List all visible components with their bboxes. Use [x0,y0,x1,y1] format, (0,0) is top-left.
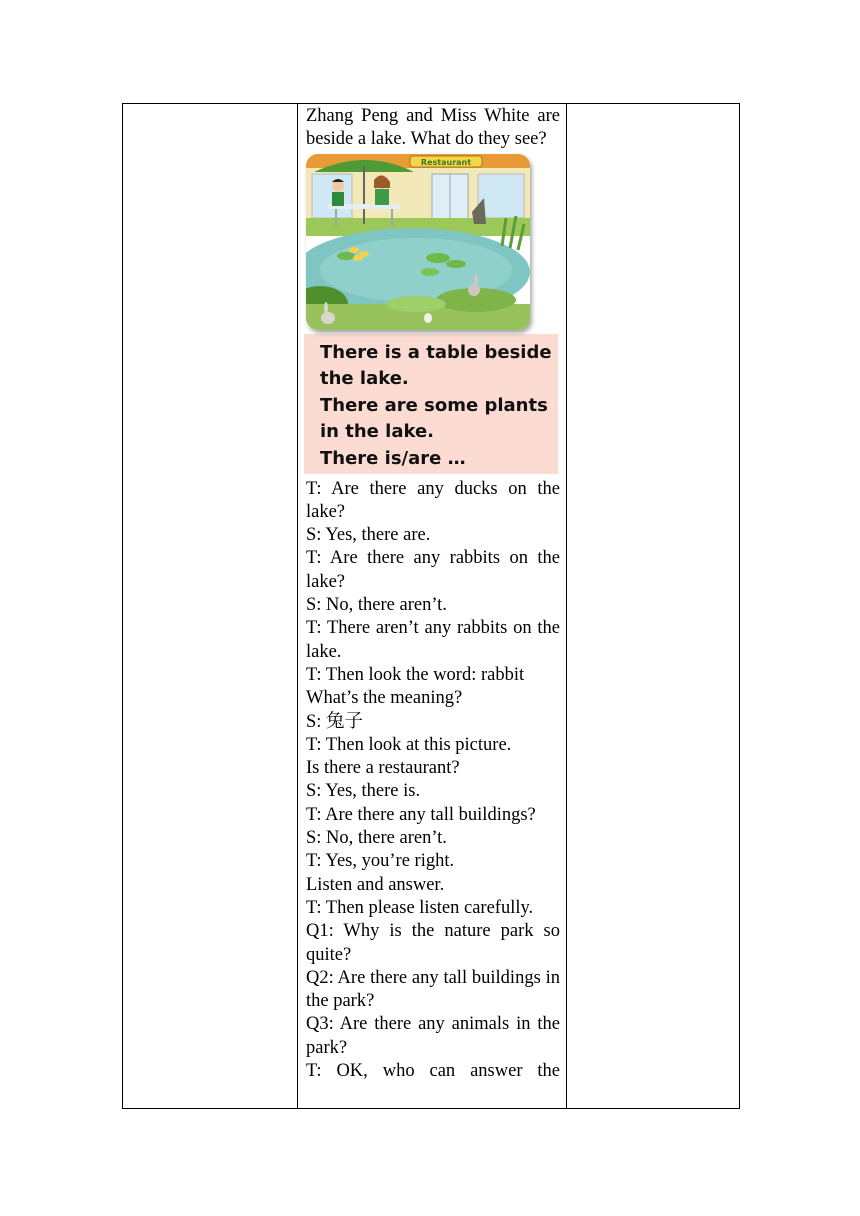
dialogue-line: S: No, there aren’t. [306,595,447,616]
procedure-content [298,104,566,1083]
procedure-cell [298,104,567,1109]
restaurant-sign-text: Restaurant [420,157,472,167]
dialogue-line: T: There aren’t any rabbits on the lake. [306,618,560,662]
note-line: the lake. [320,368,409,390]
empty-left-cell [123,104,298,1109]
dialogue-line: T: Then look the word: rabbit [306,664,525,685]
question-line: Q2: Are there any tall buildings in the park? [306,967,560,1012]
dialogue-line: Listen and answer. [306,874,445,895]
note-line: There are some plants [320,394,548,416]
intro-paragraph: Zhang Peng and Miss White are beside a lake. What do they see? [306,106,560,150]
dialogue-line: T: Then please listen carefully. [306,897,534,918]
dialogue-line: T: Yes, you’re right. [306,851,455,872]
dialogue-line: T: Are there any ducks on the lake? [306,478,560,522]
dialogue-line: S: 兔子 [306,711,364,732]
note-line: in the lake. [320,421,434,443]
dialogue-line: S: Yes, there are. [306,525,431,546]
dialogue-line: S: No, there aren’t. [306,828,447,849]
dialogue-line: T: Are there any rabbits on the lake? [306,548,560,592]
empty-right-cell [567,104,740,1109]
table-row [123,104,740,1109]
note-line: There is a table beside [320,341,552,363]
dialogue-line: S: Yes, there is. [306,781,421,802]
dialogue-line: What’s the meaning? [306,688,463,709]
dialogue-line: T: Then look at this picture. [306,734,512,755]
dialogue [306,478,560,1084]
lake-restaurant-scene-illustration [306,154,530,330]
sentence-pattern-box [304,334,558,474]
question-line: Q1: Why is the nature park so quite? [306,921,560,965]
question-line: Q3: Are there any animals in the park? [306,1014,560,1058]
lesson-plan-table [122,103,740,1109]
dialogue-line: Is there a restaurant? [306,758,460,779]
dialogue-line: T: Are there any tall buildings? [306,804,536,825]
note-line: There is/are … [320,447,466,469]
dialogue-line: T: OK, who can answer the [306,1061,560,1082]
